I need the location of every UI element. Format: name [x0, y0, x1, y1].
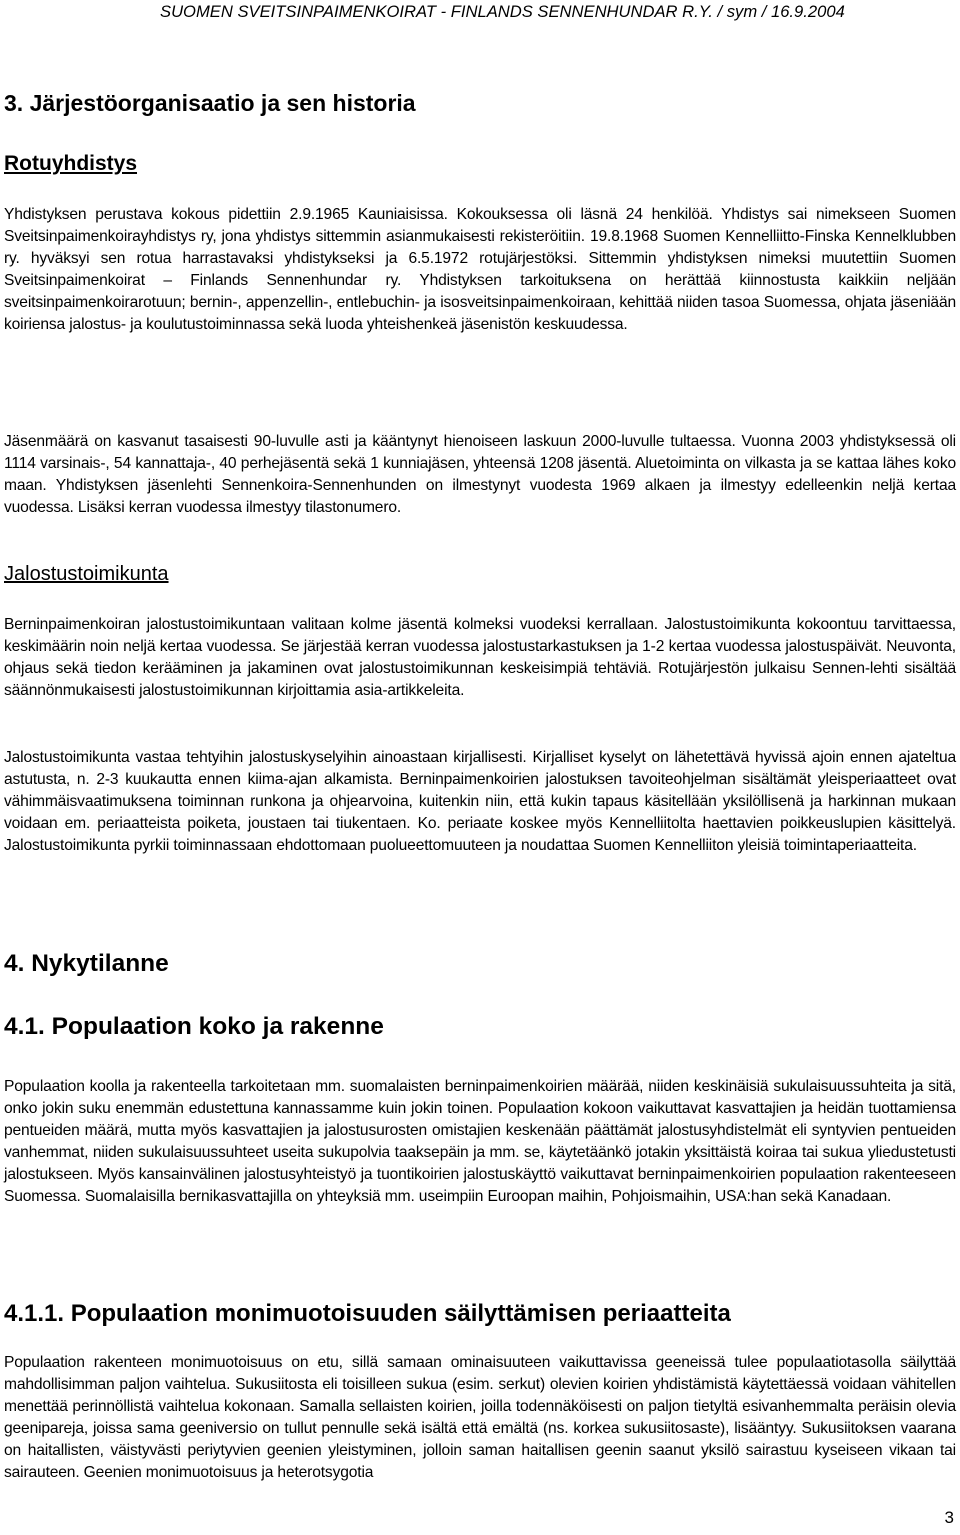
heading-rotuyhdistys: Rotuyhdistys [4, 152, 138, 175]
heading-section-4-1-1: 4.1.1. Populaation monimuotoisuuden säilyttämisen periaatteita [4, 1300, 731, 1327]
heading-jalostustoimikunta: Jalostustoimikunta [4, 563, 169, 585]
paragraph-jalostus-1: Berninpaimenkoiran jalostustoimikuntaan valitaan kolme jäsentä kolmeksi vuodeksi kerrallaan. Jalostustoimikunta kokoontuu tarvittaessa, keskimäärin noin neljä kertaa vuodessa. Se järjestää kerran vuodessa jalostustarkastuksen ja 1-2 kertaa vuodessa jalostuspäivät. Neuvonta, ohjaus sekä tiedon kerääminen ja jakaminen ovat jalostustoimikunnan keskeisimpiä tehtäviä. Rotujärjestön julkaisu Sennen-lehti sisältää säännönmukaisesti jalostustoimikunnan kirjoittamia asia-artikkeleita. [4, 616, 956, 699]
paragraph-rotuyhdistys-1: Yhdistyksen perustava kokous pidettiin 2.9.1965 Kauniaisissa. Kokouksessa oli läsnä 24 henkilöä. Yhdistys sai nimekseen Suomen Sveitsinpaimenkoirayhdistys ry, jona yhdistys sittemmin asianmukaisesti rekisteröitiin. 19.8.1968 Suomen Kennelliitto-Finska Kennelklubben ry. hyväksyi sen rotua harrastavaksi yhdistykseksi ja 6.5.1972 rotujärjestöksi. Sittemmin yhdistyksen nimeksi muutettiin Suomen Sveitsinpaimenkoirat – Finlands Sennenhundar ry. Yhdistyksen tarkoituksena on herättää kiinnostusta kaikkiin neljään sveitsinpaimenkoirarotuun; bernin-, appenzellin-, entlebuchin- ja isosveitsinpaimenkoiraan, kehittää niiden tasoa Suomessa, ohjata jäseniään koiriensa jalostus- ja koulutustoiminnassa sekä luoda yhteishenkeä jäsenistön keskuudessa. [4, 206, 956, 333]
paragraph-4-1-1: Populaation rakenteen monimuotoisuus on etu, sillä samaan ominaisuuteen vaikuttavissa geeneissä tulee populaatiotasolla säilyttää mahdollisimman paljon vaihtelua. Sukusiitosta eli toisilleen sukua (esim. serkut) olevien koirien yhdistämistä käytettäessä voidaan vähitellen menettää perinnöllistä vaihtelua kokonaan. Samalla sellaisten koirien, joilla todennäköisesti on paljon tietyltä esivanhemmalta peräisin olevia geenipareja, joissa sama geeniversio on tullut pennulle sekä isältä että emältä (ns. korkea sukusiitosaste), lisääntyy. Sukusiitoksen vaarana on haitallisten, väistyvästi periytyvien geenien yleistyminen, jolloin saman haitallisen geenin saanut yksilö sairastuu kyseiseen vikaan tai sairauteen. Geenien monimuotoisuus ja heterotsygotia [4, 1354, 956, 1481]
paragraph-jalostus-2: Jalostustoimikunta vastaa tehtyihin jalostuskyselyihin ainoastaan kirjallisesti. Kirjalliset kyselyt on lähetettävä hyvissä ajoin ennen ajateltua astutusta, n. 2-3 kuukautta ennen kiima-ajan alkamista. Berninpaimenkoirien jalostuksen tavoiteohjelman sisältämät yleisperiaatteet ovat vähimmäisvaatimuksena toiminnan runkona ja ohjearvoina, kuitenkin niin, että kukin tapaus käsitellään yksilöllisenä ja harkinnan mukaan voidaan em. periaatteista poiketa, joustaen tai tiukentaen. Ko. periaate koskee myös Kennelliitolta haettavien poikkeuslupien käsittelyä. Jalostustoimikunta pyrkii toiminnassaan ehdottomaan puolueettomuuteen ja noudattaa Suomen Kennelliiton yleisiä toimintaperiaatteita. [4, 749, 956, 854]
heading-section-3: 3. Järjestöorganisaatio ja sen historia [4, 90, 416, 116]
page-number: 3 [944, 1508, 954, 1527]
heading-section-4: 4. Nykytilanne [4, 950, 169, 977]
heading-section-4-1: 4.1. Populaation koko ja rakenne [4, 1013, 384, 1040]
paragraph-rotuyhdistys-2: Jäsenmäärä on kasvanut tasaisesti 90-luvulle asti ja kääntynyt hienoiseen laskuun 2000-luvulle tultaessa. Vuonna 2003 yhdistyksessä oli 1114 varsinais-, 54 kannattaja-, 40 perhejäsentä sekä 1 kunniajäsen, yhteensä 1208 jäsentä. Aluetoiminta on vilkasta ja se kattaa lähes koko maan. Yhdistyksen jäsenlehti Sennenkoira-Sennenhunden on ilmestynyt vuodesta 1969 alkaen ja ilmestyy edelleenkin neljä kertaa vuodessa. Lisäksi kerran vuodessa ilmestyy tilastonumero. [4, 433, 956, 516]
running-header: SUOMEN SVEITSINPAIMENKOIRAT - FINLANDS SENNENHUNDAR R.Y. / sym / 16.9.2004 [160, 2, 845, 21]
paragraph-4-1: Populaation koolla ja rakenteella tarkoitetaan mm. suomalaisten berninpaimenkoirien määrää, niiden keskinäisiä sukulaisuussuhteita ja sitä, onko jokin suku enemmän edustettuna kannassamme kuin jokin toinen. Populaation kokoon vaikuttavat kasvattajien ja heidän tuottamiensa pentueiden määrä, mutta myös kasvattajien ja jalostusurosten omistajien keskenään päättämät jalostusyhdistelmät eli syntyvien pentueiden vanhemmat, niiden sukulaisuussuhteet useita sukupolvia taaksepäin ja mm. se, käytetäänkö jotakin yksittäistä koiraa tai sukua yliedustetusti jalostukseen. Myös kansainvälinen jalostusyhteistyö ja tuontikoirien jalostuskäyttö vaikuttavat berninpaimenkoirien populaation rakenteeseen Suomessa. Suomalaisilla bernikasvattajilla on yhteyksiä mm. useimpiin Euroopan maihin, Pohjoismaihin, USA:han sekä Kanadaan. [4, 1078, 956, 1205]
